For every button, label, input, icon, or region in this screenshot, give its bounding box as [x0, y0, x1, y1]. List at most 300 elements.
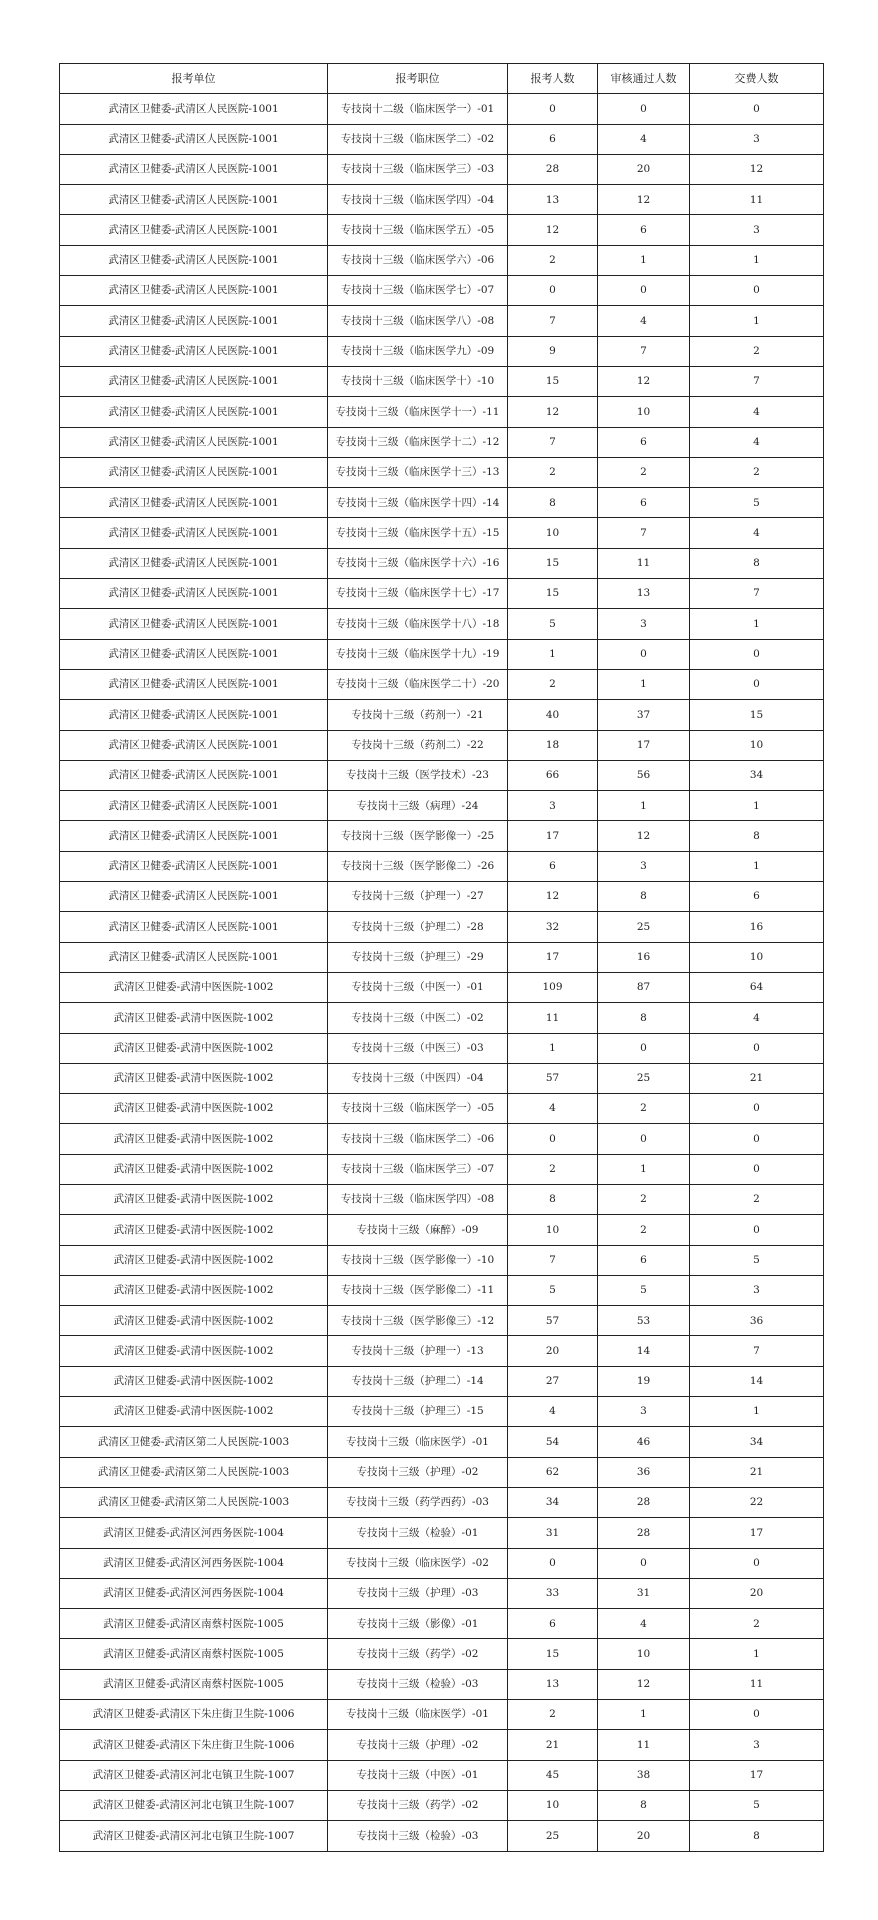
table-row: [60, 942, 824, 972]
paid-cell: 7: [690, 366, 824, 396]
paid-cell: 1: [690, 1639, 824, 1669]
applicants-cell: 0: [508, 1124, 598, 1154]
paid-cell: 2: [690, 336, 824, 366]
table-row: [60, 1063, 824, 1093]
paid-cell: 0: [690, 1700, 824, 1730]
applicants-cell: 12: [508, 882, 598, 912]
approved-cell: 2: [598, 1184, 690, 1214]
position-cell: 专技岗十三级（医学影像二）-26: [328, 851, 508, 881]
position-cell: 专技岗十三级（病理）-24: [328, 791, 508, 821]
approved-cell: 3: [598, 1397, 690, 1427]
table-row: [60, 1306, 824, 1336]
paid-cell: 21: [690, 1063, 824, 1093]
applicants-cell: 13: [508, 1669, 598, 1699]
approved-cell: 28: [598, 1518, 690, 1548]
position-cell: 专技岗十三级（检验）-03: [328, 1669, 508, 1699]
approved-cell: 0: [598, 1033, 690, 1063]
position-cell: 专技岗十三级（临床医学七）-07: [328, 276, 508, 306]
applicants-cell: 28: [508, 154, 598, 184]
approved-cell: 12: [598, 366, 690, 396]
applicants-cell: 7: [508, 427, 598, 457]
approved-cell: 0: [598, 94, 690, 124]
paid-cell: 5: [690, 1245, 824, 1275]
approved-cell: 11: [598, 1730, 690, 1760]
approved-cell: 13: [598, 579, 690, 609]
unit-cell: 武清区卫健委-武清区下朱庄街卫生院-1006: [60, 1700, 328, 1730]
position-cell: 专技岗十三级（影像）-01: [328, 1609, 508, 1639]
table-row: [60, 579, 824, 609]
table-row: [60, 1790, 824, 1820]
applicants-cell: 2: [508, 1700, 598, 1730]
applicants-cell: 12: [508, 397, 598, 427]
applicants-cell: 2: [508, 245, 598, 275]
unit-cell: 武清区卫健委-武清区人民医院-1001: [60, 124, 328, 154]
unit-cell: 武清区卫健委-武清区南蔡村医院-1005: [60, 1669, 328, 1699]
applicants-cell: 54: [508, 1427, 598, 1457]
position-cell: 专技岗十三级（临床医学四）-04: [328, 185, 508, 215]
unit-cell: 武清区卫健委-武清区人民医院-1001: [60, 366, 328, 396]
table-row: [60, 972, 824, 1002]
unit-cell: 武清区卫健委-武清中医医院-1002: [60, 1124, 328, 1154]
table-row: [60, 851, 824, 881]
position-cell: 专技岗十三级（医学影像一）-25: [328, 821, 508, 851]
approved-cell: 6: [598, 215, 690, 245]
position-cell: 专技岗十三级（临床医学二十）-20: [328, 669, 508, 699]
position-cell: 专技岗十三级（临床医学二）-06: [328, 1124, 508, 1154]
unit-cell: 武清区卫健委-武清中医医院-1002: [60, 1154, 328, 1184]
position-cell: 专技岗十三级（中医三）-03: [328, 1033, 508, 1063]
unit-cell: 武清区卫健委-武清区河西务医院-1004: [60, 1578, 328, 1608]
approved-cell: 2: [598, 1215, 690, 1245]
position-cell: 专技岗十三级（护理三）-29: [328, 942, 508, 972]
header-paid: 交费人数: [690, 64, 824, 94]
applicants-cell: 4: [508, 1094, 598, 1124]
paid-cell: 8: [690, 548, 824, 578]
position-cell: 专技岗十三级（临床医学）-01: [328, 1427, 508, 1457]
position-cell: 专技岗十三级（临床医学十七）-17: [328, 579, 508, 609]
table-row: [60, 1821, 824, 1851]
paid-cell: 2: [690, 1184, 824, 1214]
unit-cell: 武清区卫健委-武清区河西务医院-1004: [60, 1518, 328, 1548]
applicants-cell: 6: [508, 1609, 598, 1639]
position-cell: 专技岗十三级（护理）-02: [328, 1457, 508, 1487]
approved-cell: 4: [598, 306, 690, 336]
applicants-cell: 25: [508, 1821, 598, 1851]
unit-cell: 武清区卫健委-武清中医医院-1002: [60, 972, 328, 1002]
position-cell: 专技岗十三级（中医四）-04: [328, 1063, 508, 1093]
table-row: [60, 1700, 824, 1730]
table-row: [60, 1124, 824, 1154]
paid-cell: 1: [690, 306, 824, 336]
approved-cell: 6: [598, 488, 690, 518]
paid-cell: 17: [690, 1760, 824, 1790]
approved-cell: 3: [598, 851, 690, 881]
unit-cell: 武清区卫健委-武清区人民医院-1001: [60, 427, 328, 457]
paid-cell: 2: [690, 1609, 824, 1639]
position-cell: 专技岗十三级（药学西药）-03: [328, 1487, 508, 1517]
position-cell: 专技岗十三级（临床医学三）-07: [328, 1154, 508, 1184]
unit-cell: 武清区卫健委-武清区人民医院-1001: [60, 185, 328, 215]
unit-cell: 武清区卫健委-武清区人民医院-1001: [60, 639, 328, 669]
table-row: [60, 1639, 824, 1669]
applicants-cell: 31: [508, 1518, 598, 1548]
unit-cell: 武清区卫健委-武清中医医院-1002: [60, 1063, 328, 1093]
approved-cell: 0: [598, 639, 690, 669]
table-row: [60, 730, 824, 760]
paid-cell: 2: [690, 457, 824, 487]
table-row: [60, 609, 824, 639]
table-row: [60, 1184, 824, 1214]
unit-cell: 武清区卫健委-武清区人民医院-1001: [60, 730, 328, 760]
applicants-cell: 62: [508, 1457, 598, 1487]
applicants-cell: 27: [508, 1366, 598, 1396]
header-unit: 报考单位: [60, 64, 328, 94]
position-cell: 专技岗十三级（临床医学一）-05: [328, 1094, 508, 1124]
approved-cell: 1: [598, 669, 690, 699]
unit-cell: 武清区卫健委-武清区人民医院-1001: [60, 942, 328, 972]
approved-cell: 31: [598, 1578, 690, 1608]
unit-cell: 武清区卫健委-武清区人民医院-1001: [60, 548, 328, 578]
paid-cell: 3: [690, 124, 824, 154]
table-row: [60, 1457, 824, 1487]
position-cell: 专技岗十三级（临床医学六）-06: [328, 245, 508, 275]
position-cell: 专技岗十三级（临床医学十一）-11: [328, 397, 508, 427]
paid-cell: 15: [690, 700, 824, 730]
paid-cell: 0: [690, 276, 824, 306]
approved-cell: 1: [598, 1154, 690, 1184]
position-cell: 专技岗十三级（护理二）-14: [328, 1366, 508, 1396]
approved-cell: 10: [598, 1639, 690, 1669]
unit-cell: 武清区卫健委-武清区人民医院-1001: [60, 94, 328, 124]
position-cell: 专技岗十三级（临床医学十八）-18: [328, 609, 508, 639]
applicants-cell: 12: [508, 215, 598, 245]
paid-cell: 64: [690, 972, 824, 1002]
applicants-cell: 109: [508, 972, 598, 1002]
approved-cell: 3: [598, 609, 690, 639]
table-row: [60, 366, 824, 396]
approved-cell: 36: [598, 1457, 690, 1487]
approved-cell: 0: [598, 276, 690, 306]
unit-cell: 武清区卫健委-武清区人民医院-1001: [60, 306, 328, 336]
position-cell: 专技岗十三级（药剂一）-21: [328, 700, 508, 730]
position-cell: 专技岗十三级（临床医学九）-09: [328, 336, 508, 366]
paid-cell: 20: [690, 1578, 824, 1608]
table-row: [60, 154, 824, 184]
applicants-cell: 15: [508, 1639, 598, 1669]
unit-cell: 武清区卫健委-武清中医医院-1002: [60, 1245, 328, 1275]
unit-cell: 武清区卫健委-武清区人民医院-1001: [60, 276, 328, 306]
applicants-cell: 4: [508, 1397, 598, 1427]
unit-cell: 武清区卫健委-武清中医医院-1002: [60, 1397, 328, 1427]
table-row: [60, 457, 824, 487]
position-cell: 专技岗十三级（护理三）-15: [328, 1397, 508, 1427]
applicants-cell: 15: [508, 579, 598, 609]
approved-cell: 8: [598, 1003, 690, 1033]
approved-cell: 8: [598, 1790, 690, 1820]
unit-cell: 武清区卫健委-武清区人民医院-1001: [60, 154, 328, 184]
position-cell: 专技岗十三级（护理一）-27: [328, 882, 508, 912]
approved-cell: 56: [598, 760, 690, 790]
applicants-cell: 5: [508, 609, 598, 639]
position-cell: 专技岗十三级（临床医学）-02: [328, 1548, 508, 1578]
approved-cell: 37: [598, 700, 690, 730]
position-cell: 专技岗十三级（临床医学）-01: [328, 1700, 508, 1730]
approved-cell: 2: [598, 457, 690, 487]
unit-cell: 武清区卫健委-武清区人民医院-1001: [60, 518, 328, 548]
applicants-cell: 15: [508, 548, 598, 578]
applicants-cell: 1: [508, 639, 598, 669]
approved-cell: 1: [598, 1700, 690, 1730]
applicants-cell: 2: [508, 669, 598, 699]
table-row: [60, 245, 824, 275]
unit-cell: 武清区卫健委-武清中医医院-1002: [60, 1275, 328, 1305]
paid-cell: 0: [690, 1548, 824, 1578]
position-cell: 专技岗十三级（临床医学五）-05: [328, 215, 508, 245]
table-row: [60, 1518, 824, 1548]
header-applicants: 报考人数: [508, 64, 598, 94]
unit-cell: 武清区卫健委-武清区下朱庄街卫生院-1006: [60, 1730, 328, 1760]
paid-cell: 21: [690, 1457, 824, 1487]
approved-cell: 7: [598, 518, 690, 548]
unit-cell: 武清区卫健委-武清中医医院-1002: [60, 1094, 328, 1124]
unit-cell: 武清区卫健委-武清中医医院-1002: [60, 1003, 328, 1033]
position-cell: 专技岗十三级（药学）-02: [328, 1639, 508, 1669]
paid-cell: 5: [690, 1790, 824, 1820]
unit-cell: 武清区卫健委-武清区人民医院-1001: [60, 912, 328, 942]
approved-cell: 0: [598, 1124, 690, 1154]
position-cell: 专技岗十三级（临床医学十二）-12: [328, 427, 508, 457]
position-cell: 专技岗十三级（医学影像二）-11: [328, 1275, 508, 1305]
approved-cell: 4: [598, 1609, 690, 1639]
applicants-cell: 13: [508, 185, 598, 215]
position-cell: 专技岗十三级（临床医学八）-08: [328, 306, 508, 336]
paid-cell: 6: [690, 882, 824, 912]
table-row: [60, 1548, 824, 1578]
table-row: [60, 1366, 824, 1396]
applicants-cell: 33: [508, 1578, 598, 1608]
applicants-cell: 11: [508, 1003, 598, 1033]
approved-cell: 11: [598, 548, 690, 578]
approved-cell: 12: [598, 821, 690, 851]
position-cell: 专技岗十三级（临床医学十）-10: [328, 366, 508, 396]
applicants-cell: 45: [508, 1760, 598, 1790]
unit-cell: 武清区卫健委-武清区河北屯镇卫生院-1007: [60, 1790, 328, 1820]
unit-cell: 武清区卫健委-武清区人民医院-1001: [60, 791, 328, 821]
table-row: [60, 821, 824, 851]
applicants-cell: 8: [508, 1184, 598, 1214]
unit-cell: 武清区卫健委-武清区南蔡村医院-1005: [60, 1609, 328, 1639]
paid-cell: 34: [690, 760, 824, 790]
position-cell: 专技岗十三级（麻醉）-09: [328, 1215, 508, 1245]
applicants-cell: 10: [508, 518, 598, 548]
approved-cell: 87: [598, 972, 690, 1002]
unit-cell: 武清区卫健委-武清区人民医院-1001: [60, 397, 328, 427]
position-cell: 专技岗十三级（临床医学十五）-15: [328, 518, 508, 548]
applicants-cell: 3: [508, 791, 598, 821]
position-cell: 专技岗十三级（药剂二）-22: [328, 730, 508, 760]
approved-cell: 1: [598, 245, 690, 275]
table-row: [60, 1578, 824, 1608]
paid-cell: 7: [690, 1336, 824, 1366]
paid-cell: 10: [690, 730, 824, 760]
table-row: [60, 1336, 824, 1366]
approved-cell: 1: [598, 791, 690, 821]
unit-cell: 武清区卫健委-武清区人民医院-1001: [60, 821, 328, 851]
paid-cell: 34: [690, 1427, 824, 1457]
applicants-cell: 10: [508, 1790, 598, 1820]
approved-cell: 8: [598, 882, 690, 912]
table-row: [60, 518, 824, 548]
unit-cell: 武清区卫健委-武清区第二人民医院-1003: [60, 1457, 328, 1487]
table-row: [60, 306, 824, 336]
position-cell: 专技岗十三级（护理一）-13: [328, 1336, 508, 1366]
position-cell: 专技岗十三级（临床医学十九）-19: [328, 639, 508, 669]
paid-cell: 4: [690, 397, 824, 427]
paid-cell: 14: [690, 1366, 824, 1396]
position-cell: 专技岗十三级（临床医学十六）-16: [328, 548, 508, 578]
unit-cell: 武清区卫健委-武清区人民医院-1001: [60, 882, 328, 912]
table-row: [60, 1487, 824, 1517]
approved-cell: 38: [598, 1760, 690, 1790]
table-row: [60, 1609, 824, 1639]
applicants-cell: 2: [508, 457, 598, 487]
table-row: [60, 215, 824, 245]
applicants-cell: 0: [508, 94, 598, 124]
approved-cell: 6: [598, 1245, 690, 1275]
unit-cell: 武清区卫健委-武清中医医院-1002: [60, 1366, 328, 1396]
position-cell: 专技岗十三级（中医一）-01: [328, 972, 508, 1002]
unit-cell: 武清区卫健委-武清中医医院-1002: [60, 1215, 328, 1245]
unit-cell: 武清区卫健委-武清区人民医院-1001: [60, 851, 328, 881]
position-cell: 专技岗十三级（临床医学四）-08: [328, 1184, 508, 1214]
table-row: [60, 94, 824, 124]
position-cell: 专技岗十三级（检验）-01: [328, 1518, 508, 1548]
applicants-cell: 1: [508, 1033, 598, 1063]
applicants-cell: 5: [508, 1275, 598, 1305]
table-row: [60, 397, 824, 427]
unit-cell: 武清区卫健委-武清区河北屯镇卫生院-1007: [60, 1821, 328, 1851]
approved-cell: 53: [598, 1306, 690, 1336]
paid-cell: 1: [690, 609, 824, 639]
paid-cell: 8: [690, 821, 824, 851]
table-row: [60, 1245, 824, 1275]
approved-cell: 12: [598, 1669, 690, 1699]
unit-cell: 武清区卫健委-武清区第二人民医院-1003: [60, 1487, 328, 1517]
approved-cell: 7: [598, 336, 690, 366]
position-cell: 专技岗十三级（临床医学二）-02: [328, 124, 508, 154]
approved-cell: 46: [598, 1427, 690, 1457]
paid-cell: 0: [690, 639, 824, 669]
paid-cell: 1: [690, 1397, 824, 1427]
unit-cell: 武清区卫健委-武清区人民医院-1001: [60, 760, 328, 790]
unit-cell: 武清区卫健委-武清区河北屯镇卫生院-1007: [60, 1760, 328, 1790]
table-row: [60, 882, 824, 912]
applicants-cell: 66: [508, 760, 598, 790]
paid-cell: 12: [690, 154, 824, 184]
approved-cell: 28: [598, 1487, 690, 1517]
table-row: [60, 1033, 824, 1063]
paid-cell: 8: [690, 1821, 824, 1851]
table-row: [60, 276, 824, 306]
paid-cell: 36: [690, 1306, 824, 1336]
applicants-cell: 17: [508, 942, 598, 972]
paid-cell: 5: [690, 488, 824, 518]
approved-cell: 0: [598, 1548, 690, 1578]
position-cell: 专技岗十二级（临床医学一）-01: [328, 94, 508, 124]
paid-cell: 4: [690, 518, 824, 548]
table-row: [60, 1003, 824, 1033]
position-cell: 专技岗十三级（临床医学三）-03: [328, 154, 508, 184]
position-cell: 专技岗十三级（护理）-02: [328, 1730, 508, 1760]
paid-cell: 0: [690, 1154, 824, 1184]
applicants-cell: 17: [508, 821, 598, 851]
unit-cell: 武清区卫健委-武清区河西务医院-1004: [60, 1548, 328, 1578]
header-position: 报考职位: [328, 64, 508, 94]
table-row: [60, 912, 824, 942]
paid-cell: 0: [690, 1124, 824, 1154]
table-row: [60, 185, 824, 215]
unit-cell: 武清区卫健委-武清区人民医院-1001: [60, 669, 328, 699]
table-row: [60, 1730, 824, 1760]
approved-cell: 14: [598, 1336, 690, 1366]
paid-cell: 3: [690, 215, 824, 245]
paid-cell: 1: [690, 851, 824, 881]
applicants-cell: 0: [508, 276, 598, 306]
approved-cell: 20: [598, 1821, 690, 1851]
applicants-cell: 0: [508, 1548, 598, 1578]
unit-cell: 武清区卫健委-武清中医医院-1002: [60, 1306, 328, 1336]
position-cell: 专技岗十三级（中医）-01: [328, 1760, 508, 1790]
unit-cell: 武清区卫健委-武清中医医院-1002: [60, 1184, 328, 1214]
approved-cell: 4: [598, 124, 690, 154]
paid-cell: 11: [690, 185, 824, 215]
position-cell: 专技岗十三级（临床医学十三）-13: [328, 457, 508, 487]
header-row: [60, 64, 824, 94]
applicants-cell: 6: [508, 124, 598, 154]
paid-cell: 4: [690, 1003, 824, 1033]
paid-cell: 0: [690, 1215, 824, 1245]
table-row: [60, 1154, 824, 1184]
table-row: [60, 1397, 824, 1427]
applicants-cell: 57: [508, 1063, 598, 1093]
approved-cell: 5: [598, 1275, 690, 1305]
applicants-cell: 32: [508, 912, 598, 942]
paid-cell: 3: [690, 1275, 824, 1305]
paid-cell: 16: [690, 912, 824, 942]
table-row: [60, 639, 824, 669]
table-row: [60, 548, 824, 578]
applicants-cell: 10: [508, 1215, 598, 1245]
approved-cell: 17: [598, 730, 690, 760]
position-cell: 专技岗十三级（药学）-02: [328, 1790, 508, 1820]
applicants-cell: 7: [508, 1245, 598, 1275]
unit-cell: 武清区卫健委-武清区人民医院-1001: [60, 609, 328, 639]
approved-cell: 19: [598, 1366, 690, 1396]
table-row: [60, 1669, 824, 1699]
applicants-cell: 57: [508, 1306, 598, 1336]
applicants-cell: 7: [508, 306, 598, 336]
paid-cell: 17: [690, 1518, 824, 1548]
table-row: [60, 124, 824, 154]
unit-cell: 武清区卫健委-武清中医医院-1002: [60, 1336, 328, 1366]
table-row: [60, 791, 824, 821]
applicants-cell: 6: [508, 851, 598, 881]
table-row: [60, 488, 824, 518]
paid-cell: 0: [690, 669, 824, 699]
header-approved: 审核通过人数: [598, 64, 690, 94]
table-row: [60, 669, 824, 699]
position-cell: 专技岗十三级（临床医学十四）-14: [328, 488, 508, 518]
